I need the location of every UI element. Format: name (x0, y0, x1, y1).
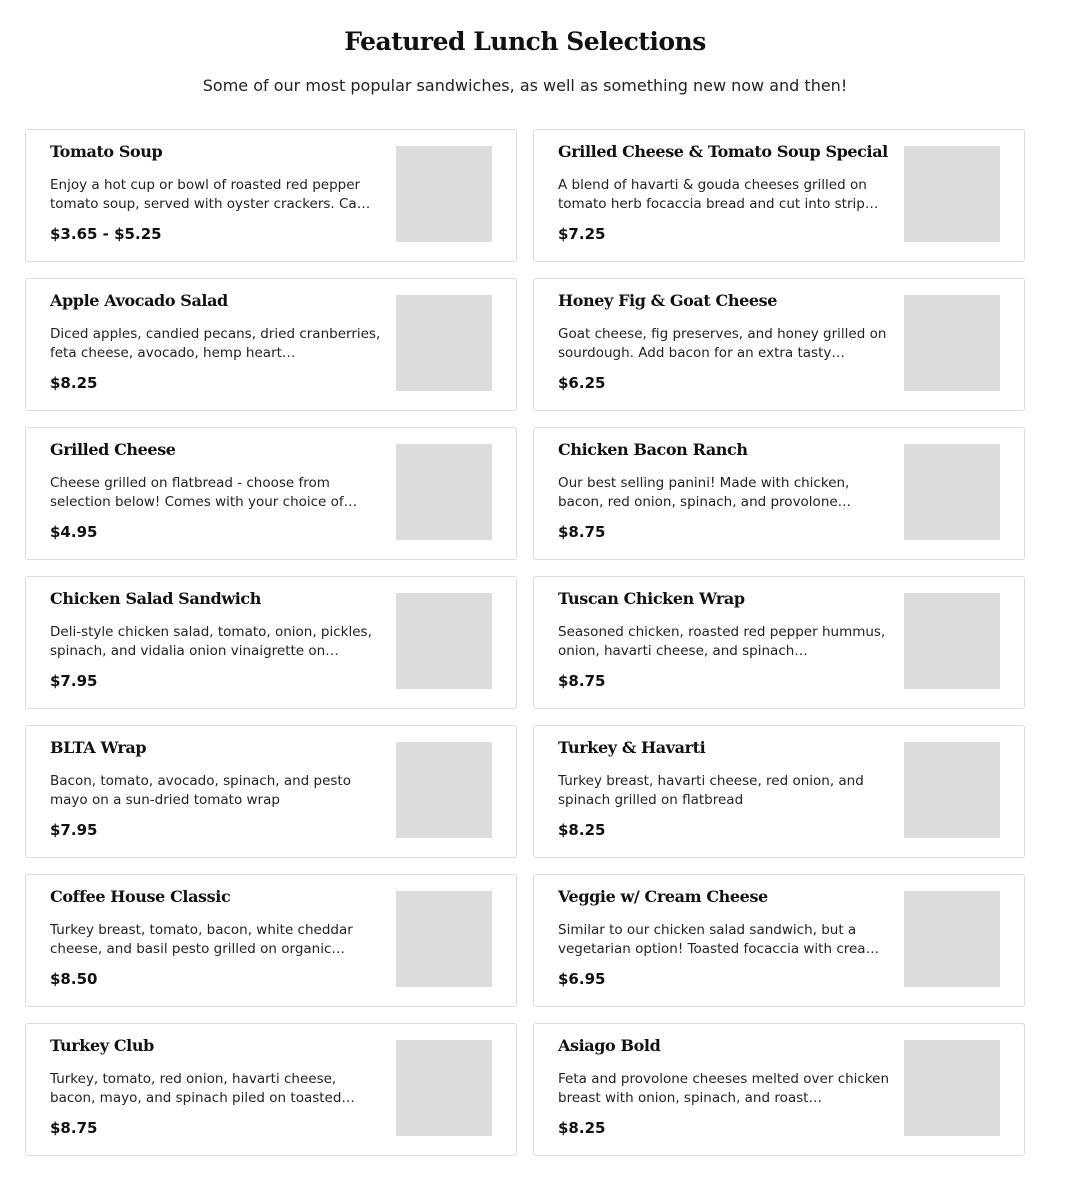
menu-grid (25, 129, 1025, 1156)
menu-item-name: Chicken Bacon Ranch (558, 440, 748, 459)
menu-item-name: BLTA Wrap (50, 738, 147, 757)
menu-item-name: Veggie w/ Cream Cheese (558, 887, 768, 906)
menu-item-name: Chicken Salad Sandwich (50, 589, 261, 608)
menu-item-name: Apple Avocado Salad (50, 291, 228, 310)
menu-item-image-placeholder (904, 444, 1000, 540)
menu-item-description: Turkey, tomato, red onion, havarti cheese, bacon, mayo, and spinach piled on toasted… (50, 1071, 355, 1106)
menu-item-name: Asiago Bold (558, 1036, 661, 1055)
menu-item-image-placeholder (396, 146, 492, 242)
menu-item-name: Tuscan Chicken Wrap (558, 589, 745, 608)
menu-item-card[interactable] (25, 427, 517, 560)
menu-item-price: $6.95 (558, 970, 606, 988)
menu-item-description: Turkey breast, tomato, bacon, white cheddar cheese, and basil pesto grilled on organic… (50, 922, 353, 957)
menu-item-description: Diced apples, candied pecans, dried cranberries, feta cheese, avocado, hemp heart… (50, 326, 381, 361)
menu-item-image-placeholder (396, 295, 492, 391)
menu-item-description: A blend of havarti & gouda cheeses grilled on tomato herb focaccia bread and cut into strip… (558, 177, 879, 212)
menu-item-price: $8.25 (558, 1119, 606, 1137)
menu-item-description: Seasoned chicken, roasted red pepper hummus, onion, havarti cheese, and spinach… (558, 624, 886, 659)
menu-item-price: $8.50 (50, 970, 98, 988)
menu-item-image-placeholder (396, 1040, 492, 1136)
menu-item-image-placeholder (396, 593, 492, 689)
menu-item-name: Tomato Soup (50, 142, 163, 161)
menu-item-name: Honey Fig & Goat Cheese (558, 291, 778, 310)
menu-item-price: $7.25 (558, 225, 606, 243)
menu-item-image-placeholder (904, 1040, 1000, 1136)
menu-item-card[interactable] (25, 874, 517, 1007)
menu-item-card[interactable] (25, 725, 517, 858)
menu-item-description: Similar to our chicken salad sandwich, but a vegetarian option! Toasted focaccia with crea… (558, 922, 880, 957)
menu-item-description: Turkey breast, havarti cheese, red onion, and spinach grilled on flatbread (558, 773, 864, 808)
menu-item-image-placeholder (904, 146, 1000, 242)
menu-item-image-placeholder (904, 295, 1000, 391)
menu-item-image-placeholder (396, 742, 492, 838)
menu-item-description: Enjoy a hot cup or bowl of roasted red pepper tomato soup, served with oyster crackers. Ca… (50, 177, 371, 212)
page-title: Featured Lunch Selections (344, 27, 706, 56)
menu-item-description: Goat cheese, fig preserves, and honey grilled on sourdough. Add bacon for an extra tasty… (558, 326, 887, 361)
menu-item-price: $3.65 - $5.25 (50, 225, 162, 243)
menu-item-description: Cheese grilled on flatbread - choose from selection below! Comes with your choice of… (50, 475, 358, 510)
menu-item-card[interactable] (533, 1023, 1025, 1156)
menu-item-image-placeholder (396, 891, 492, 987)
menu-item-description: Deli-style chicken salad, tomato, onion, pickles, spinach, and vidalia onion vinaigrette on… (50, 624, 372, 659)
menu-item-card[interactable] (25, 576, 517, 709)
menu-item-price: $8.25 (558, 821, 606, 839)
menu-item-card[interactable] (533, 129, 1025, 262)
menu-item-card[interactable] (533, 576, 1025, 709)
menu-item-card[interactable] (533, 725, 1025, 858)
menu-item-price: $8.75 (558, 672, 606, 690)
menu-item-image-placeholder (904, 742, 1000, 838)
menu-item-name: Coffee House Classic (50, 887, 231, 906)
menu-item-price: $8.75 (50, 1119, 98, 1137)
menu-item-price: $4.95 (50, 523, 98, 541)
menu-item-price: $8.75 (558, 523, 606, 541)
menu-item-description: Our best selling panini! Made with chicken, bacon, red onion, spinach, and provolone… (558, 475, 852, 510)
menu-item-price: $7.95 (50, 672, 98, 690)
menu-item-description: Bacon, tomato, avocado, spinach, and pesto mayo on a sun-dried tomato wrap (50, 773, 351, 808)
menu-item-card[interactable] (533, 874, 1025, 1007)
menu-item-name: Grilled Cheese & Tomato Soup Special (558, 142, 888, 161)
menu-item-card[interactable] (25, 278, 517, 411)
menu-item-price: $6.25 (558, 374, 606, 392)
menu-item-card[interactable] (533, 427, 1025, 560)
menu-item-card[interactable] (25, 129, 517, 262)
menu-item-card[interactable] (25, 1023, 517, 1156)
menu-item-name: Grilled Cheese (50, 440, 176, 459)
menu-item-name: Turkey & Havarti (558, 738, 706, 757)
menu-item-card[interactable] (533, 278, 1025, 411)
menu-item-image-placeholder (904, 593, 1000, 689)
menu-item-price: $8.25 (50, 374, 98, 392)
menu-item-price: $7.95 (50, 821, 98, 839)
menu-item-image-placeholder (904, 891, 1000, 987)
menu-item-name: Turkey Club (50, 1036, 154, 1055)
page-subtitle: Some of our most popular sandwiches, as well as something new now and then! (202, 76, 848, 95)
menu-item-description: Feta and provolone cheeses melted over chicken breast with onion, spinach, and roast… (558, 1071, 890, 1106)
menu-item-image-placeholder (396, 444, 492, 540)
